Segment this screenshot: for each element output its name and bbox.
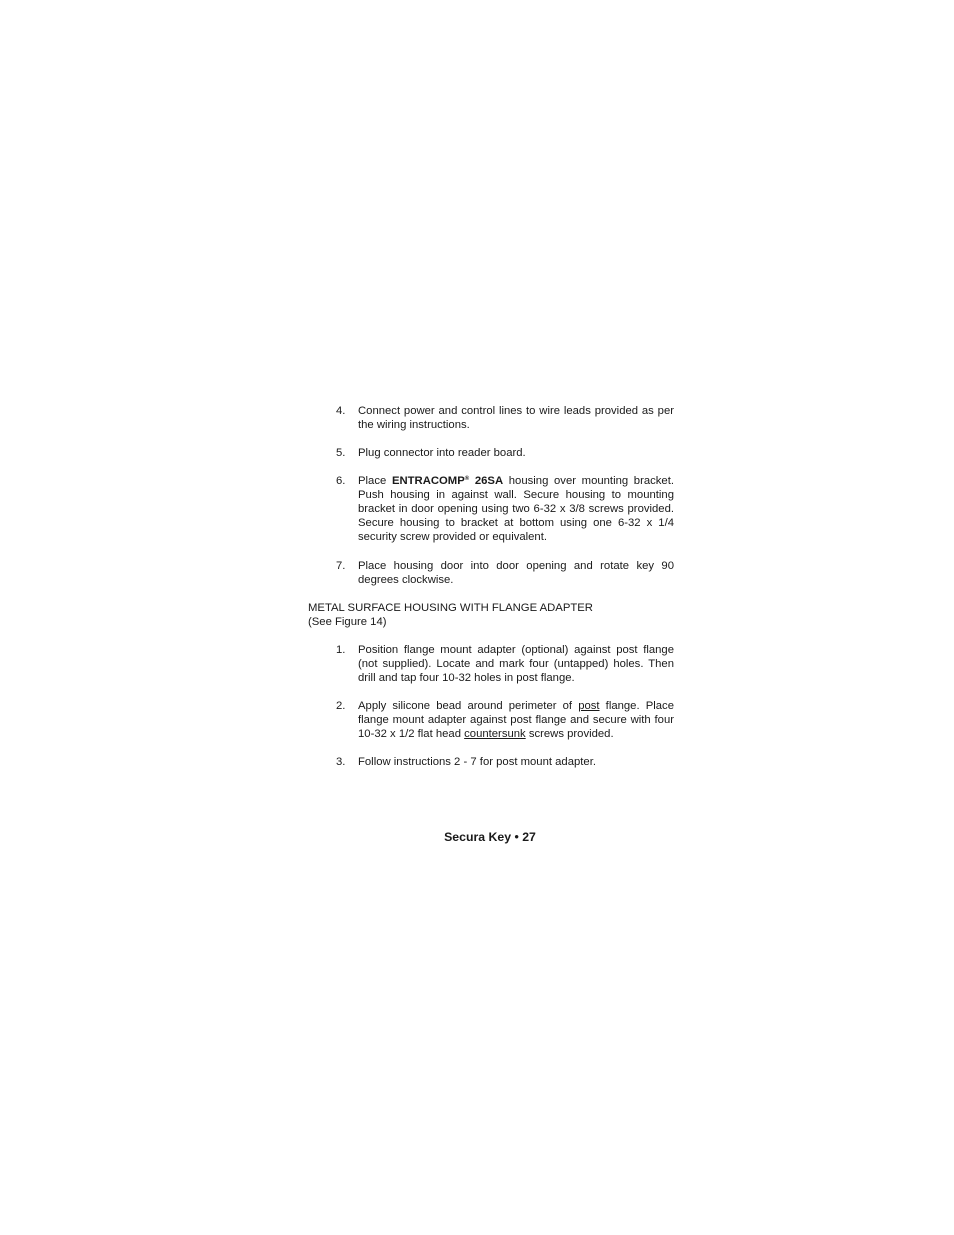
step-number: 6. — [336, 475, 346, 487]
step-number: 4. — [336, 405, 346, 417]
step-6 — [336, 474, 674, 544]
step-text-part: screws provided. — [525, 728, 614, 740]
flange-step-1 — [336, 643, 674, 685]
step-number: 1. — [336, 644, 346, 656]
step-number: 7. — [336, 560, 346, 572]
step-7 — [336, 559, 674, 587]
step-text: Plug connector into reader board. — [358, 447, 526, 459]
page-footer: Secura Key • 27 — [444, 830, 536, 844]
figure-reference: (See Figure 14) — [308, 616, 387, 628]
flange-step-3 — [336, 755, 674, 769]
underlined-word-post: post — [578, 700, 600, 712]
step-text — [358, 699, 674, 741]
section-title: METAL SURFACE HOUSING WITH FLANGE ADAPTER — [308, 602, 593, 614]
step-text-part: Apply silicone bead around perimeter of — [358, 700, 579, 712]
section-heading — [308, 601, 688, 629]
step-number: 2. — [336, 700, 346, 712]
step-text-rest: housing over mounting bracket. Push housing in against wall. Secure housing to mounting bracket in door opening using two 6-32 x 3/8 screws provided. Secure housing to bracket at bottom using one 6-32 x 1/4 security screw provided or equivalent. — [358, 475, 674, 543]
product-name: ENTRACOMP — [391, 475, 465, 487]
step-text — [358, 474, 674, 544]
step-4 — [336, 404, 674, 432]
step-number: 3. — [336, 756, 346, 768]
product-model: 26SA — [469, 475, 504, 487]
step-text: Place housing door into door opening and rotate key 90 degrees clockwise. — [358, 560, 674, 586]
underlined-word-countersunk: countersunk — [464, 728, 526, 740]
step-text: Follow instructions 2 - 7 for post mount adapter. — [358, 756, 596, 768]
step-number: 5. — [336, 447, 346, 459]
step-text: Position flange mount adapter (optional) against post flange (not supplied). Locate and mark four (untapped) holes. Then drill and tap four 10-32 holes in post flange. — [358, 644, 674, 684]
step-text-part: flange. Place flange mount adapter against post flange and secure with four 10-32 x 1/2 flat head — [358, 700, 674, 740]
registered-mark: ® — [464, 476, 470, 482]
step-text: Connect power and control lines to wire leads provided as per the wiring instructions. — [358, 405, 674, 431]
flange-step-2 — [336, 699, 674, 741]
step-text-intro: Place — [358, 475, 392, 487]
step-5 — [336, 446, 674, 460]
